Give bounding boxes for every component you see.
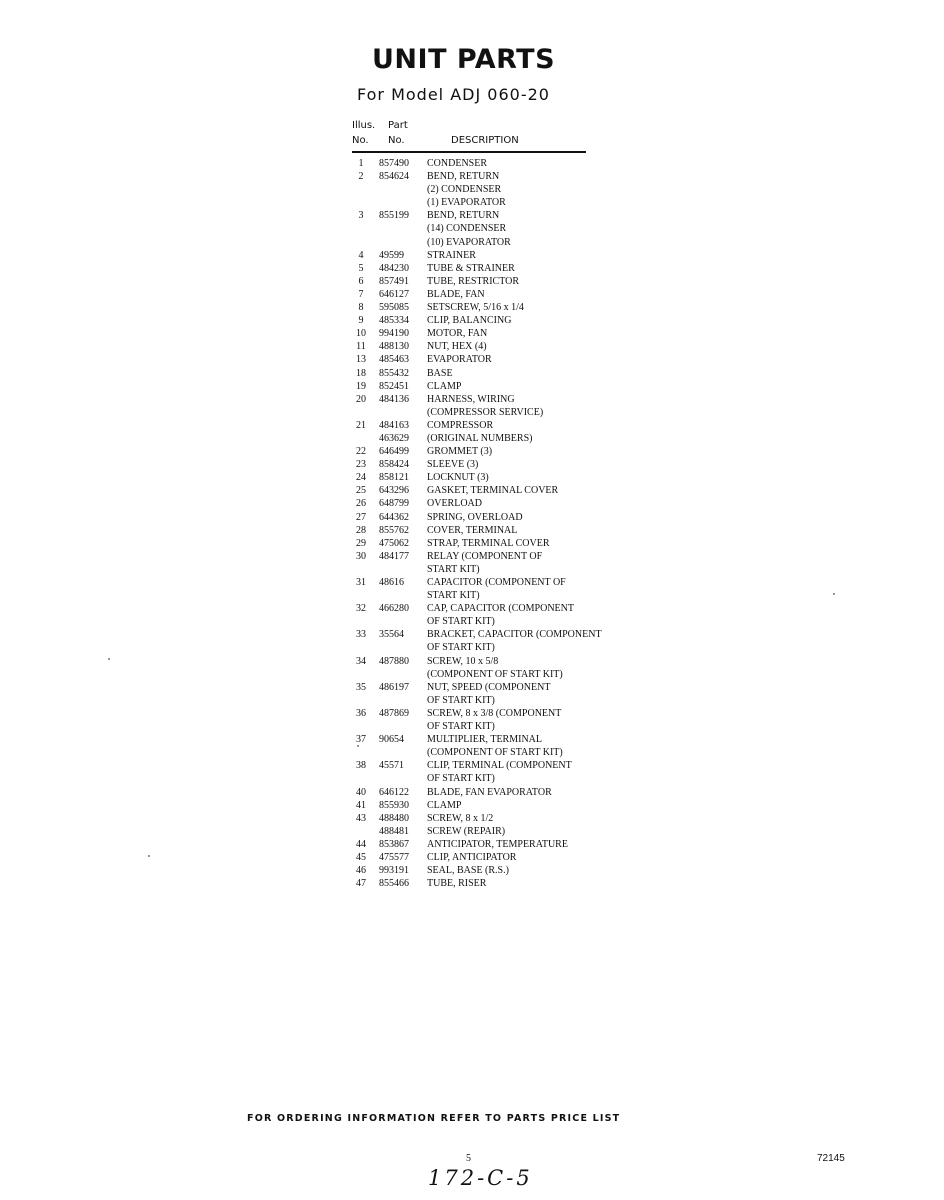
- part-description: [427, 432, 592, 445]
- description-line: OF START KIT): [427, 773, 495, 785]
- table-row: [352, 799, 592, 812]
- part-number: 854624: [379, 171, 409, 183]
- table-row: [352, 393, 592, 419]
- table-row: [352, 209, 592, 248]
- document-code: 72145: [817, 1153, 845, 1164]
- part-number: 488481: [379, 825, 409, 837]
- description-line: START KIT): [427, 563, 480, 575]
- part-description: [427, 262, 592, 275]
- part-number: 48616: [379, 577, 404, 588]
- part-description: [427, 655, 592, 681]
- description-line: (10) EVAPORATOR: [427, 236, 511, 248]
- table-row: [352, 655, 592, 681]
- illus-number: 13: [356, 354, 366, 366]
- description-line: OF START KIT): [427, 721, 495, 733]
- table-row: [352, 602, 592, 628]
- part-description: [427, 340, 592, 353]
- illus-number: 10: [356, 328, 366, 340]
- part-description: [427, 367, 592, 380]
- part-description: [427, 380, 592, 393]
- description-line: GROMMET (3): [427, 446, 493, 458]
- table-row: [352, 537, 592, 550]
- parts-table: [352, 120, 602, 890]
- part-description: [427, 838, 592, 851]
- table-row: [352, 511, 592, 524]
- illus-number: 32: [356, 603, 366, 615]
- part-number: 466280: [379, 603, 409, 615]
- illus-number: 43: [356, 812, 366, 824]
- illus-number: 36: [356, 707, 366, 719]
- part-description: [427, 681, 592, 707]
- illus-number: 41: [356, 799, 366, 811]
- part-number: 488480: [379, 812, 409, 824]
- header-part-label: Part: [388, 120, 408, 131]
- illus-number: 20: [356, 393, 366, 405]
- table-row: [352, 484, 592, 497]
- illus-number: 25: [356, 485, 366, 497]
- table-row: [352, 628, 602, 654]
- illus-number: 5: [358, 262, 364, 274]
- part-number: 648799: [379, 498, 409, 510]
- part-description: [427, 484, 592, 497]
- illus-number: 24: [356, 472, 366, 484]
- ordering-note: FOR ORDERING INFORMATION REFER TO PARTS PRICE LIST: [247, 1113, 621, 1124]
- illus-number: 30: [356, 550, 366, 562]
- part-number: 595085: [379, 302, 409, 314]
- part-description: [427, 445, 592, 458]
- part-description: [427, 458, 592, 471]
- table-row: [352, 419, 592, 432]
- table-row: [352, 471, 592, 484]
- header-part-no: No.: [388, 135, 405, 146]
- table-row: [352, 576, 592, 602]
- description-line: SCREW, 8 x 3/8 (COMPONENT: [427, 707, 562, 719]
- table-row: [352, 288, 592, 301]
- illus-number: 44: [356, 838, 366, 850]
- part-number: 486197: [379, 681, 409, 693]
- part-number: 485334: [379, 315, 409, 327]
- description-line: CAP, CAPACITOR (COMPONENT: [427, 603, 574, 615]
- table-row: [352, 864, 592, 877]
- illus-number: 6: [358, 275, 364, 287]
- table-row: [352, 262, 592, 275]
- part-description: [427, 550, 592, 576]
- page-title: UNIT PARTS: [372, 44, 556, 75]
- description-line: CLIP, TERMINAL (COMPONENT: [427, 760, 572, 772]
- part-number: 646127: [379, 288, 409, 300]
- part-description: [427, 799, 592, 812]
- part-description: [427, 628, 602, 654]
- part-number: 475577: [379, 851, 409, 863]
- description-line: SEAL, BASE (R.S.): [427, 865, 509, 877]
- table-row: [352, 524, 592, 537]
- description-line: STRAINER: [427, 249, 476, 261]
- scan-speck: [357, 745, 359, 747]
- illus-number: 18: [356, 367, 366, 379]
- table-row: [352, 851, 592, 864]
- part-description: [427, 707, 592, 733]
- part-description: [427, 812, 592, 825]
- illus-number: 45: [356, 851, 366, 863]
- part-description: [427, 602, 592, 628]
- part-description: [427, 497, 592, 510]
- illus-number: 2: [358, 171, 364, 183]
- part-description: [427, 157, 592, 170]
- illus-number: 9: [358, 315, 364, 327]
- part-number: 855466: [379, 878, 409, 890]
- table-row: [352, 314, 592, 327]
- description-line: CONDENSER: [427, 158, 488, 169]
- illus-number: 37: [356, 734, 366, 746]
- header-description: DESCRIPTION: [451, 135, 519, 146]
- table-row: [352, 786, 592, 799]
- table-row: [352, 458, 592, 471]
- part-description: [427, 786, 592, 799]
- scan-speck: [108, 658, 110, 660]
- part-number: 853867: [379, 838, 409, 850]
- parts-list: [352, 157, 602, 890]
- description-line: CAPACITOR (COMPONENT OF: [427, 577, 566, 588]
- description-line: (COMPONENT OF START KIT): [427, 747, 563, 759]
- description-line: (COMPRESSOR SERVICE): [427, 406, 544, 418]
- illus-number: 29: [356, 537, 366, 549]
- part-number: 646122: [379, 786, 409, 798]
- part-number: 49599: [379, 249, 404, 261]
- table-row: [352, 275, 592, 288]
- description-line: SCREW (REPAIR): [427, 825, 506, 837]
- description-line: BRACKET, CAPACITOR (COMPONENT: [427, 629, 602, 641]
- description-line: CLAMP: [427, 799, 462, 811]
- description-line: STRAP, TERMINAL COVER: [427, 537, 550, 549]
- description-line: LOCKNUT (3): [427, 472, 489, 484]
- description-line: OF START KIT): [427, 694, 495, 706]
- description-line: ANTICIPATOR, TEMPERATURE: [427, 838, 568, 850]
- table-row: [352, 550, 592, 576]
- table-row: [352, 497, 592, 510]
- header-rule: [352, 151, 586, 153]
- table-row: [352, 733, 592, 759]
- part-number: 646499: [379, 446, 409, 458]
- description-line: (ORIGINAL NUMBERS): [427, 432, 533, 444]
- part-number: 45571: [379, 760, 404, 772]
- part-description: [427, 275, 592, 288]
- illus-number: 26: [356, 498, 366, 510]
- part-number: 90654: [379, 734, 404, 746]
- part-description: [427, 314, 592, 327]
- description-line: OF START KIT): [427, 616, 495, 628]
- description-line: BEND, RETURN: [427, 210, 500, 222]
- description-line: HARNESS, WIRING: [427, 393, 515, 405]
- description-line: CLIP, BALANCING: [427, 315, 512, 327]
- header-illus-no: No.: [352, 135, 369, 146]
- table-row: [352, 327, 592, 340]
- illus-number: 46: [356, 865, 366, 877]
- illus-number: 47: [356, 878, 366, 890]
- part-description: [427, 209, 592, 248]
- scan-speck: [148, 855, 150, 857]
- part-description: [427, 288, 592, 301]
- description-line: CLIP, ANTICIPATOR: [427, 851, 517, 863]
- table-row: [352, 432, 592, 445]
- description-line: BLADE, FAN EVAPORATOR: [427, 786, 552, 798]
- part-description: [427, 759, 592, 785]
- part-number: 484177: [379, 550, 409, 562]
- page-number: 5: [466, 1153, 471, 1164]
- part-number: 857491: [379, 275, 409, 287]
- description-line: SLEEVE (3): [427, 459, 479, 471]
- part-number: 855762: [379, 524, 409, 536]
- table-row: [352, 445, 592, 458]
- table-header-top: [352, 120, 592, 135]
- part-number: 858424: [379, 459, 409, 471]
- part-number: 475062: [379, 537, 409, 549]
- table-row: [352, 825, 592, 838]
- description-line: SCREW, 10 x 5/8: [427, 655, 499, 667]
- part-number: 484230: [379, 262, 409, 274]
- illus-number: 1: [358, 158, 364, 169]
- part-description: [427, 249, 592, 262]
- part-description: [427, 537, 592, 550]
- table-row: [352, 838, 592, 851]
- part-number: 858121: [379, 472, 409, 484]
- illus-number: 27: [356, 511, 366, 523]
- illus-number: 34: [356, 655, 366, 667]
- illus-number: 22: [356, 446, 366, 458]
- description-line: (2) CONDENSER: [427, 184, 502, 196]
- part-number: 35564: [379, 629, 404, 641]
- illus-number: 11: [356, 341, 366, 353]
- illus-number: 40: [356, 786, 366, 798]
- model-subtitle: For Model ADJ 060-20: [357, 85, 550, 104]
- part-description: [427, 825, 592, 838]
- table-row: [352, 340, 592, 353]
- description-line: SPRING, OVERLOAD: [427, 511, 523, 523]
- part-number: 855199: [379, 210, 409, 222]
- part-description: [427, 327, 592, 340]
- part-number: 463629: [379, 432, 409, 444]
- description-line: BLADE, FAN: [427, 288, 485, 300]
- description-line: CLAMP: [427, 380, 462, 392]
- description-line: GASKET, TERMINAL COVER: [427, 485, 559, 497]
- illus-number: 3: [358, 210, 364, 222]
- description-line: TUBE & STRAINER: [427, 262, 515, 274]
- description-line: START KIT): [427, 590, 480, 602]
- part-number: 852451: [379, 380, 409, 392]
- illus-number: 31: [356, 577, 366, 588]
- part-description: [427, 864, 592, 877]
- illus-number: 35: [356, 681, 366, 693]
- part-description: [427, 419, 592, 432]
- scan-speck: [833, 593, 835, 595]
- table-row: [352, 353, 592, 366]
- part-description: [427, 576, 592, 602]
- table-row: [352, 759, 592, 785]
- part-description: [427, 471, 592, 484]
- description-line: OVERLOAD: [427, 498, 482, 510]
- part-description: [427, 511, 592, 524]
- part-number: 484163: [379, 419, 409, 431]
- table-row: [352, 157, 592, 170]
- handwritten-reference: 172-C-5: [428, 1166, 533, 1190]
- part-description: [427, 877, 592, 890]
- table-row: [352, 301, 592, 314]
- illus-number: 21: [356, 419, 366, 431]
- table-header-bottom: [352, 135, 592, 151]
- description-line: NUT, HEX (4): [427, 341, 487, 353]
- description-line: MOTOR, FAN: [427, 328, 488, 340]
- illus-number: 23: [356, 459, 366, 471]
- table-row: [352, 367, 592, 380]
- table-row: [352, 681, 592, 707]
- part-number: 643296: [379, 485, 409, 497]
- description-line: (1) EVAPORATOR: [427, 197, 506, 209]
- description-line: COVER, TERMINAL: [427, 524, 518, 536]
- part-number: 993191: [379, 865, 409, 877]
- table-row: [352, 707, 592, 733]
- illus-number: 8: [358, 302, 364, 314]
- description-line: BASE: [427, 367, 453, 379]
- illus-number: 4: [358, 249, 364, 261]
- description-line: OF START KIT): [427, 642, 495, 654]
- illus-number: 7: [358, 288, 364, 300]
- description-line: NUT, SPEED (COMPONENT: [427, 681, 551, 693]
- part-description: [427, 524, 592, 537]
- illus-number: 33: [356, 629, 366, 641]
- illus-number: 28: [356, 524, 366, 536]
- header-illus-label: Illus.: [352, 120, 376, 131]
- description-line: MULTIPLIER, TERMINAL: [427, 734, 542, 746]
- part-number: 487880: [379, 655, 409, 667]
- table-row: [352, 877, 592, 890]
- table-row: [352, 380, 592, 393]
- description-line: SCREW, 8 x 1/2: [427, 812, 494, 824]
- part-number: 485463: [379, 354, 409, 366]
- description-line: COMPRESSOR: [427, 419, 494, 431]
- part-number: 487869: [379, 707, 409, 719]
- part-description: [427, 393, 592, 419]
- part-description: [427, 353, 592, 366]
- description-line: RELAY (COMPONENT OF: [427, 550, 543, 562]
- description-line: BEND, RETURN: [427, 171, 500, 183]
- part-description: [427, 733, 592, 759]
- description-line: EVAPORATOR: [427, 354, 492, 366]
- description-line: TUBE, RISER: [427, 878, 487, 890]
- description-line: (14) CONDENSER: [427, 223, 507, 235]
- illus-number: 38: [356, 760, 366, 772]
- description-line: TUBE, RESTRICTOR: [427, 275, 520, 287]
- part-number: 994190: [379, 328, 409, 340]
- illus-number: 19: [356, 380, 366, 392]
- part-number: 644362: [379, 511, 409, 523]
- part-number: 484136: [379, 393, 409, 405]
- part-number: 855432: [379, 367, 409, 379]
- part-description: [427, 170, 592, 209]
- table-row: [352, 812, 592, 825]
- table-row: [352, 249, 592, 262]
- part-number: 855930: [379, 799, 409, 811]
- description-line: SETSCREW, 5/16 x 1/4: [427, 302, 524, 314]
- part-description: [427, 851, 592, 864]
- part-description: [427, 301, 592, 314]
- part-number: 488130: [379, 341, 409, 353]
- table-row: [352, 170, 592, 209]
- part-number: 857490: [379, 158, 409, 169]
- description-line: (COMPONENT OF START KIT): [427, 668, 563, 680]
